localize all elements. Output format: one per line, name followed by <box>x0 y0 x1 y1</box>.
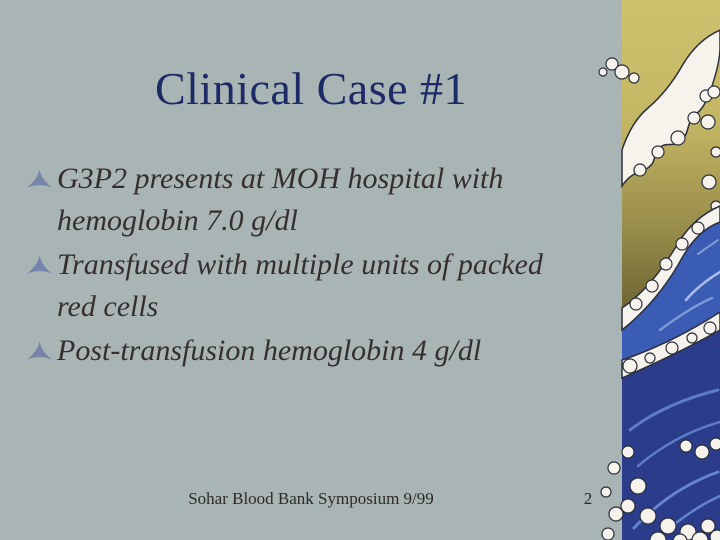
three-point-star-bullet-icon <box>26 168 53 189</box>
three-point-star-bullet-icon <box>26 254 53 275</box>
footer-text: Sohar Blood Bank Symposium 9/99 <box>188 489 434 508</box>
bullet-text: G3P2 presents at MOH hospital with hemoglobin 7.0 g/dl <box>57 162 504 237</box>
slide-title: Clinical Case #1 <box>154 63 468 114</box>
bullet-item <box>26 330 586 372</box>
bullet-text: Transfused with multiple units of packed red cells <box>57 248 543 323</box>
bullet-list <box>26 158 586 374</box>
bullet-item <box>26 244 586 328</box>
bullet-text: Post-transfusion hemoglobin 4 g/dl <box>57 334 482 367</box>
three-point-star-bullet-icon <box>26 340 53 361</box>
page-number: 2 <box>583 489 593 508</box>
bullet-item <box>26 158 586 242</box>
